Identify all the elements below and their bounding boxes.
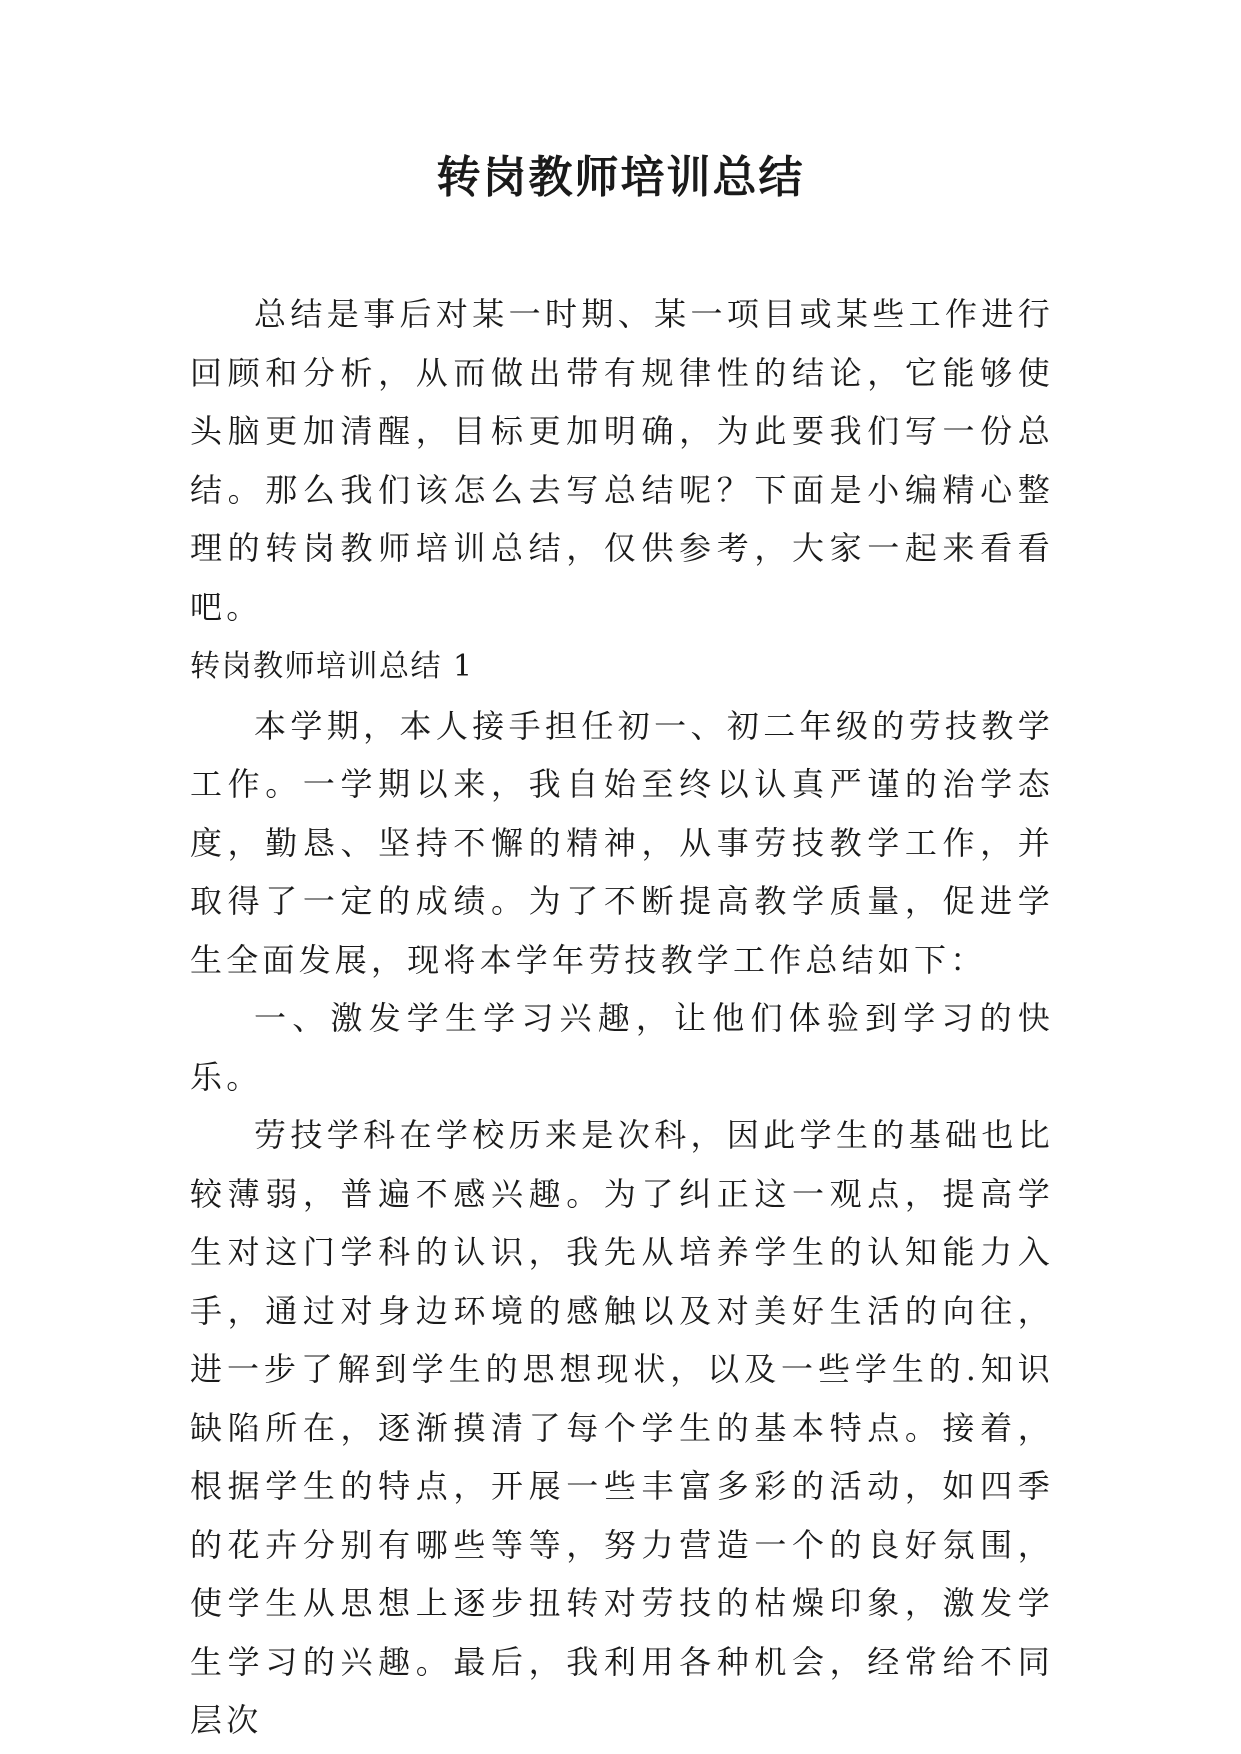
- subheading-paragraph: 一、激发学生学习兴趣，让他们体验到学习的快乐。: [190, 999, 1054, 1096]
- intro-section: [190, 285, 1054, 636]
- body-paragraph: 劳技学科在学校历来是次科，因此学生的基础也比较薄弱，普遍不感兴趣。为了纠正这一观点，提高学生对这门学科的认识，我先从培养学生的认知能力入手，通过对身边环境的感触以及对美好生活的向往，进一步了解到学生的思想现状，以及一些学生的.知识缺陷所在，逐渐摸清了每个学生的基本特点。接着，根据学生的特点，开展一些丰富多彩的活动，如四季的花卉分别有哪些等等，努力营造一个的良好氛围，使学生从思想上逐步扭转对劳技的枯燥印象，激发学生学习的兴趣。最后，我利用各种机会，经常给不同层次: [190, 1116, 1054, 1739]
- body-paragraph: 本学期，本人接手担任初一、初二年级的劳技教学工作。一学期以来，我自始至终以认真严谨的治学态度，勤恳、坚持不懈的精神，从事劳技教学工作，并取得了一定的成绩。为了不断提高教学质量，促进学生全面发展，现将本学年劳技教学工作总结如下：: [190, 706, 1054, 979]
- section-1: [190, 638, 1054, 1750]
- section-heading: 转岗教师培训总结 1: [190, 649, 474, 684]
- document-title: 转岗教师培训总结: [436, 152, 805, 203]
- intro-paragraph: 总结是事后对某一时期、某一项目或某些工作进行回顾和分析，从而做出带有规律性的结论，它能够使头脑更加清醒，目标更加明确，为此要我们写一份总结。那么我们该怎么去写总结呢？下面是小编精心整理的转岗教师培训总结，仅供参考，大家一起来看看吧。: [190, 295, 1054, 626]
